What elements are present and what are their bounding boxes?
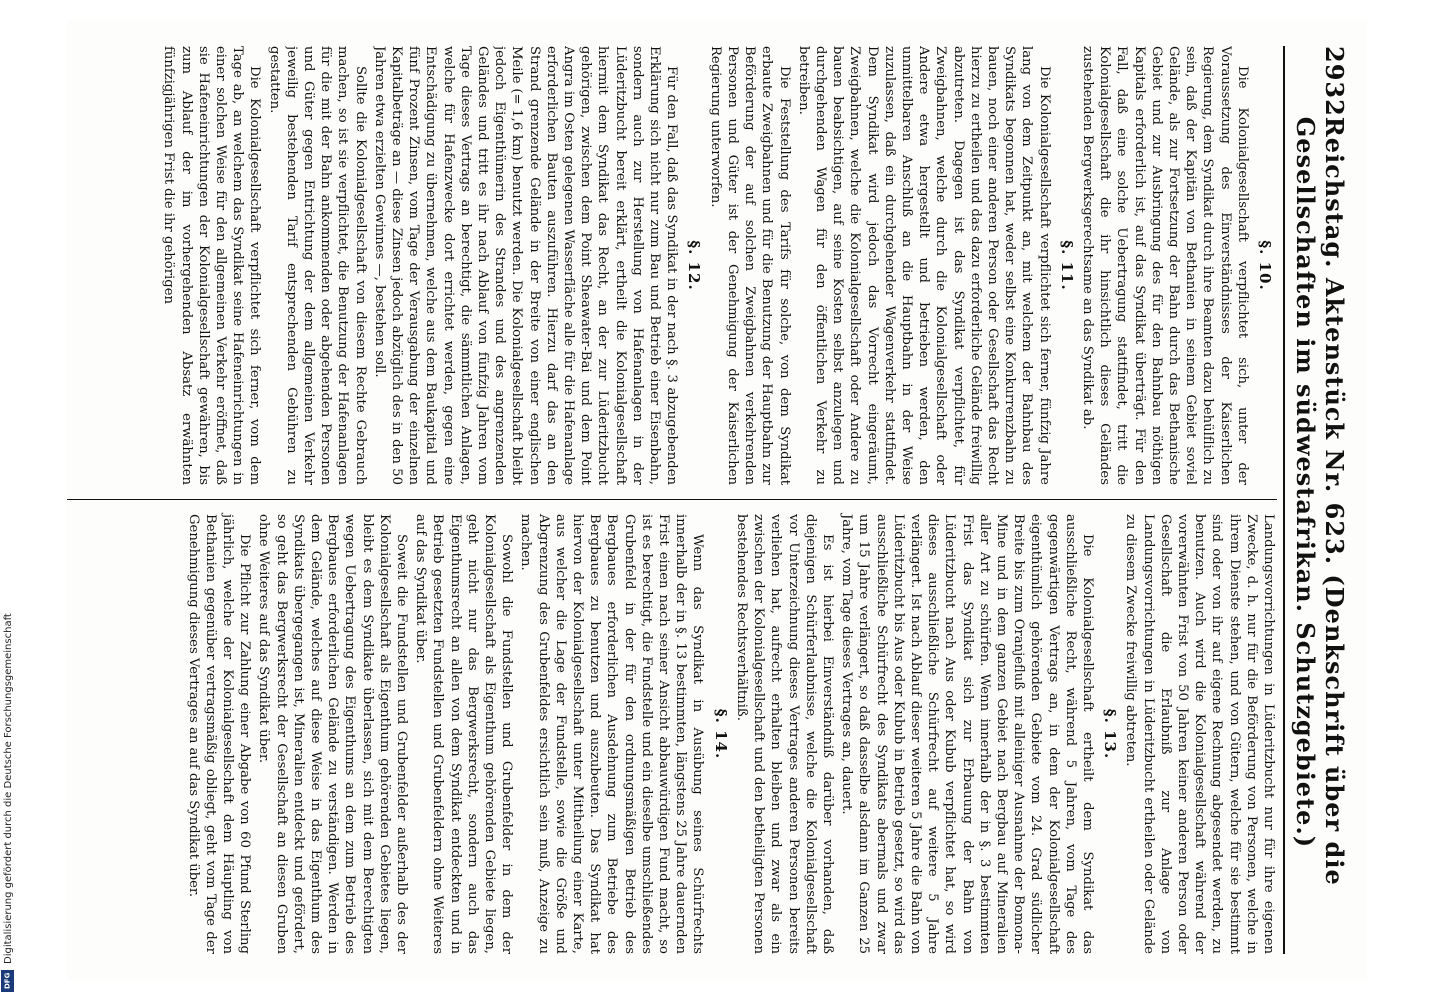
text-columns [67,46,1277,954]
document-page [67,20,1367,980]
paragraph: Landungsvorrichtungen in Lüderitzbucht nur für ihre eigenen Zwecke, d. h. nur für die Beförderung von Personen, welche in ihrem Dienste stehen, und von Gütern, welche für sie bestimmt sind oder von ihr auf eigene Rechnung abgesendet werden, zu benutzen. Auch wird die Kolonialgesellschaft während der vorerwähnten Frist von 50 Jahren keiner anderen Person oder Gesellschaft die Erlaubniß zur Anlage von Landungsvorrichtungen in Lüderitzbucht ertheilen oder Gelände zu diesem Zwecke freiwillig abtreten. [1123,514,1276,954]
page-title: Reichstag. Aktenstück Nr. 623. (Denkschrift über die Gesellschaften im südwestafrikan. Schutzgebiete.) [1291,116,1349,886]
paragraph: Soweit die Fundstellen und Grubenfelder außerhalb des der Kolonialgesellschaft als Eigenthum gehörenden Gebietes liegen, bleibt es dem Syndikate überlassen, sich mit dem Berechtigten wegen Uebertragung des Eigenthums an dem zum Betrieb des Bergbaues erforderlichen Gelände zu verständigen. Werden in dem Gelände, welches auf diese Weise in das Eigenthum des Syndikats übergegangen ist, Mineralien entdeckt und gefördert, so geht das Bergwerksrecht der Gesellschaft an diesen Gruben ohne Weiteres auf das Syndikat über. [256,514,410,954]
dfg-logo: DFG [1,970,14,992]
paragraph: Die Kolonialgesellschaft ertheilt dem Syndikat das ausschließliche Recht, während 5 Jahren, vom Tage des gegenwärtigen Vertrags an, in dem der Kolonialgesellschaft eigenthümlich gehörenden Gebiete vom 24. Grad südlicher Breite bis zum Oranjefluß mit alleiniger Ausnahme der Bomona-Mine und in dem ganzen Gebiet nach Bergbau auf Mineralien aller Art zu schürfen. Wenn innerhalb der in §. 3 bestimmten Frist das Syndikat sich zur Erbauung der Bahn von Lüderitzbucht nach Aus oder Kubub verpflichtet hat, so wird dieses ausschließliche Schürfrecht auf weitere 5 Jahre verlängert. Ist nach Ablauf dieser weiteren 5 Jahre die Bahn von Lüderitzbucht bis Aus oder Kubub in Betrieb gesetzt, so wird das ausschließliche Schürfrecht des Syndikats abermals und zwar um 15 Jahre verlängert, so daß dasselbe alsdann im Ganzen 25 Jahre, vom Tage dieses Vertrages an, dauert. [839,514,1095,954]
paragraph: Wenn das Syndikat in Ausübung seines Schürfrechts innerhalb der in §. 13 bestimmten, längstens 25 Jahre dauernden Frist einen nach seiner Ansicht abbauwürdigen Fund macht, so ist es berechtigt, die Fundstelle und ein dieselbe umschließendes Grubenfeld in der für den ordnungsmäßigen Betrieb des Bergbaues erforderlichen Ausdehnung zum Betriebe des Bergbaues zu benutzen und auszubeuten. Das Syndikat hat hiervon der Kolonialgesellschaft unter Mittheilung einer Karte, aus welcher die Lage der Fundstelle, sowie die Größe und Abgrenzung des Grubenfeldes ersichtlich sein muß, Anzeige zu machen. [518,514,706,954]
page-number: 2932 [1320,46,1349,117]
paragraph: Die Kolonialgesellschaft verpflichtet sich, unter der Voraussetzung des Einverständnisses der Kaiserlichen Regierung, dem Syndikat durch ihre Beamten dazu behülflich zu sein, daß der Kapitän von Bethanien in seinem Gebiet soviel Gelände, als zur Fortsetzung der Bahn durch das Bethanische Gebiet und zur Ausbringung des für den Bahnbau nöthigen Kapitals erforderlich ist, auf das Syndikat überträgt. Für den Fall, daß eine solche Uebertragung stattfindet, tritt die Kolonialgesellschaft die ihr hinsichtlich dieses Geländes zustehenden Bergwerksgerechtsame an das Syndikat ab. [1079,46,1250,485]
right-column [67,500,1277,954]
section-heading: §. 14. [711,708,730,760]
paragraph: Für den Fall, daß das Syndikat in der nach §. 3 abzugebenden Erklärung sich nicht nur zum Bau und Betrieb einer Eisenbahn, sondern auch zur Herstellung von Hafenanlagen in der Lüderitzbucht bereit erklärt, ertheilt die Kolonialgesellschaft hiermit dem Syndikat das Recht, an der zur Lüderitzbucht gehörigen, zwischen dem Point Sheawater-Bai und dem Point Angra im Osten gelegenen Wasserfläche alle für die Hafenanlage erforderlichen Bauten auszuführen. Hierzu darf das an den Strand grenzende Gelände in der Breite von einer englischen Meile (= 1,6 km) benutzt werden. Die Kolonialgesellschaft bleibt jedoch Eigenthümerin des Strandes und des angrenzenden Geländes und tritt es ihr nach Ablauf von fünfzig Jahren vom Tage dieses Vertrags an berechtigt, die sämmtlichen Anlagen, welche für Hafenzwecke dort errichtet werden, gegen eine Entschädigung zu übernehmen, welche aus dem Baukapital und fünf Prozent Zinsen, vom Tage der Verausgabung der einzelnen Kapitalbeträge an — diese Zinsen jedoch abzüglich des in den 50 Jahren etwa erzielten Gewinnes —, bestehen soll. [371,46,680,485]
paragraph: Die Kolonialgesellschaft verpflichtet sich ferner, fünfzig Jahre lang von dem Zeitpunkt an, mit welchem der Bahnbau des Syndikats begonnen hat, weder selbst eine Konkurrenzbahn zu bauen, noch einer anderen Person oder Gesellschaft das Recht hierzu zu ertheilen und das dazu erforderliche Gelände freiwillig abzutreten. Dagegen ist das Syndikat verpflichtet, für Zweigbahnen, welche durch die Kolonialgesellschaft oder Andere etwa hergestellt und betrieben werden, den unmittelbaren Anschluß an die Hauptbahn in der Weise zuzulassen, daß ein durchgehender Wagenverkehr stattfindet. Dem Syndikat wird jedoch das Vorrecht eingeräumt, Zweigbahnen, welche die Kolonialgesellschaft oder Andere zu bauen beabsichtigen, auf seine Kosten selbst anzulegen und durchgehenden Wagen für den öffentlichen Verkehr zu betreiben. [795,46,1052,485]
digitization-footer [0,0,16,1000]
paragraph: Die Pflicht zur Zahlung einer Abgabe von 60 Pfund Sterling jährlich, welche der Kolonialgesellschaft dem Häuptling von Bethanien gegenüber vertragsmäßig obliegt, geht vom Tage der Genehmigung dieses Vertrages an auf das Syndikat über. [185,514,253,954]
section-heading: §. 11. [1057,240,1076,291]
section-heading: §. 12. [685,240,704,291]
paragraph: Die Feststellung des Tarifs für solche, von dem Syndikat erbaute Zweigbahnen und für die Benutzung der Hauptbahn zur Beförderung der auf solchen Zweigbahnen verkehrenden Personen und Güter ist der Genehmigung der Kaiserlichen Regierung unterworfen. [707,46,792,485]
footer-credit: Digitalisierung gefördert durch die Deutsche Forschungsgemeinschaft [3,613,14,964]
paragraph: Es ist hierbei Einverständniß darüber vorhanden, daß diejenigen Schürferlaubnisse, welche die Kolonialgesellschaft vor Unterzeichnung dieses Vertrages anderen Personen bereits verliehen hat, aufrecht erhalten bleiben und zwar als ein zwischen der Kolonialgesellschaft und den betheiligten Personen bestehendes Rechtsverhältniß. [733,514,835,954]
page-header [1283,46,1349,954]
paragraph: Die Kolonialgesellschaft verpflichtet sich ferner, vom dem Tage ab, an welchem das Syndikat seine Hafeneinrichtungen in einer solchen Weise für den allgemeinen Verkehr eröffnet, daß sie Hafeneinrichtungen der Kolonialgesellschaft gewähren, bis zum Ablauf der im vorhergehenden Absatz erwähnten fünfzigjährigen Frist die ihr gehörigen [161,46,263,485]
section-heading: §. 13. [1101,708,1120,760]
section-heading: §. 10. [1256,240,1274,291]
paragraph: Sollte die Kolonialgesellschaft von diesem Rechte Gebrauch machen, so ist sie verpflichtet, die Benutzung der Hafenanlagen für die mit der Bahn ankommenden oder abgehenden Personen und Güter gegen Entrichtung der dem allgemeinen Verkehr jeweilig bestehenden Tarif entsprechenden Gebühren zu gestatten. [266,46,368,485]
left-column [67,46,1277,500]
paragraph: Sowohl die Fundstellen und Grubenfelder in dem der Kolonialgesellschaft als Eigenthum gehörenden Gebiete liegen, geht nicht nur das Bergwerksrecht, sondern auch das Eigenthumsrecht an allen von dem Syndikat entdeckten und in Betrieb gesetzten Fundstellen und Grubenfeldern ohne Weiteres auf das Syndikat über. [413,514,515,954]
